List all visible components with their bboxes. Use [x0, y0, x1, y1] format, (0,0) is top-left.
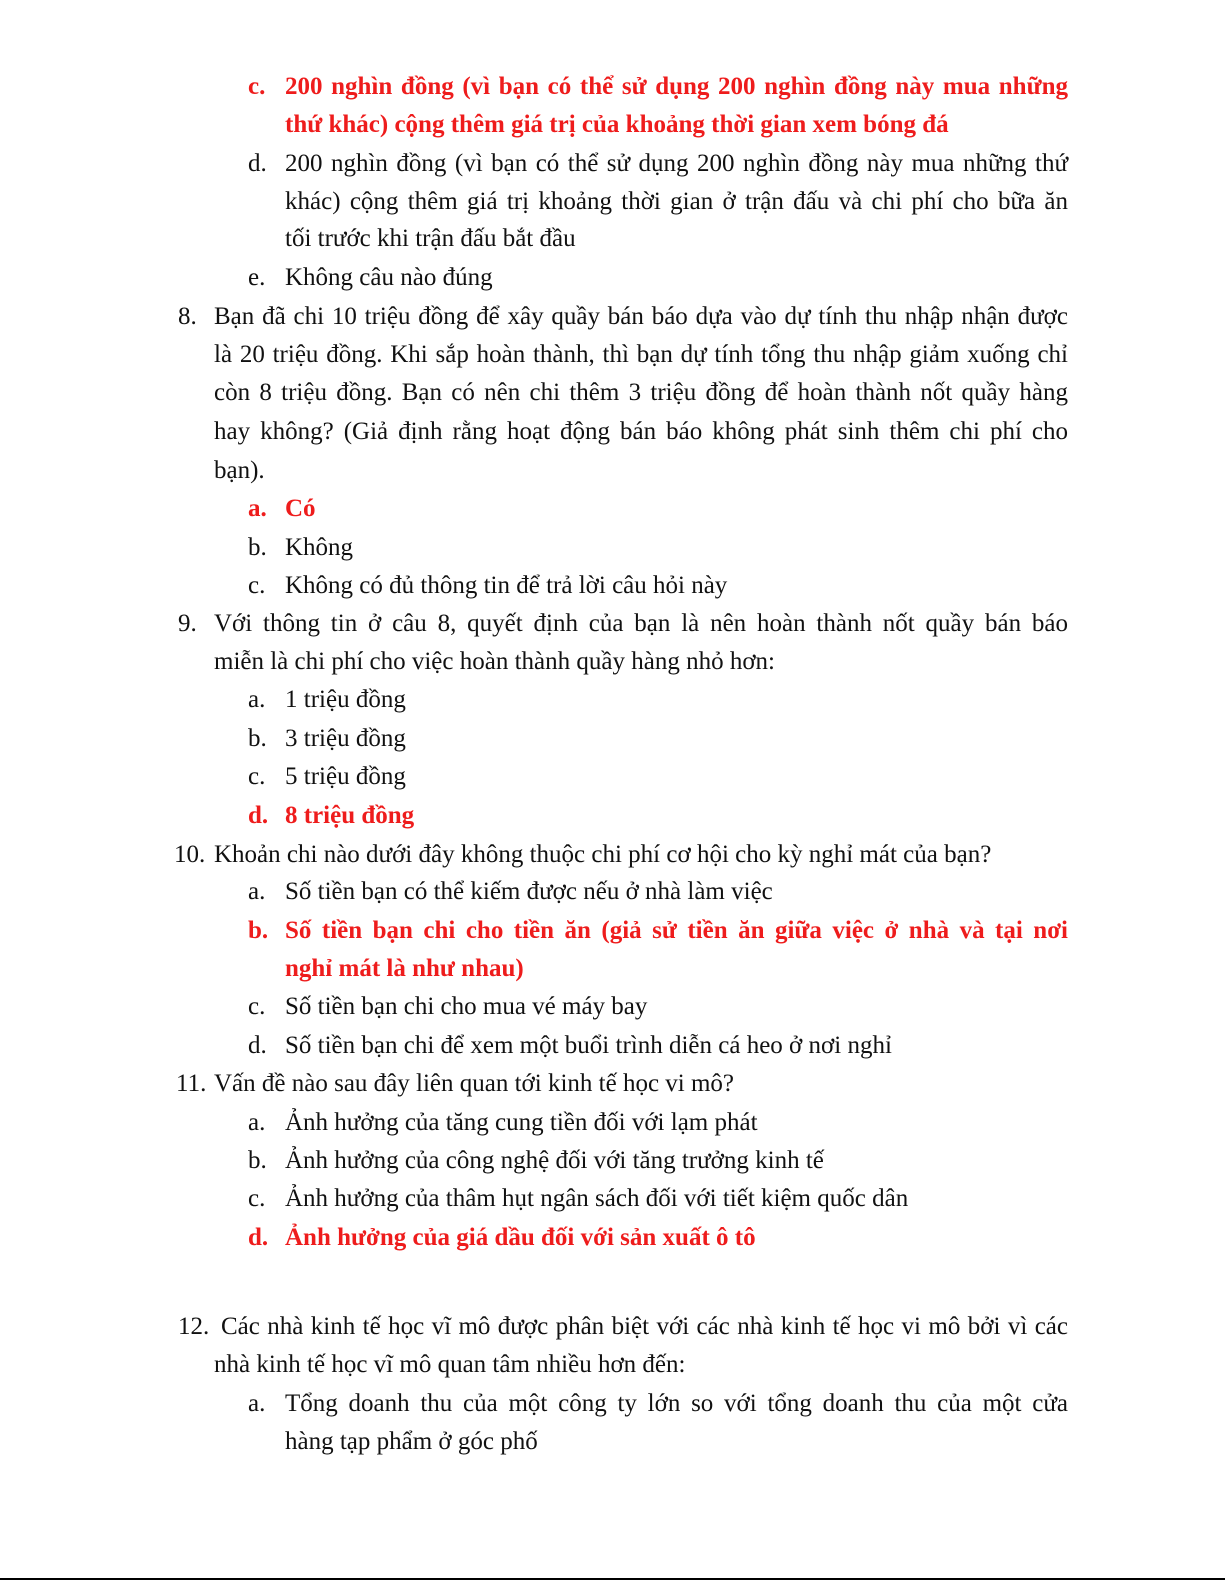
option-text: 200 nghìn đồng (vì bạn có thể sử dụng 200 nghìn đồng này mua những thứ [285, 150, 1068, 177]
question-text: Bạn đã chi 10 triệu đồng để xây quầy bán báo dựa vào dự tính thu nhập nhận được [214, 303, 1068, 330]
question-text: Các nhà kinh tế học vĩ mô được phân biệt với các nhà kinh tế học vi mô bởi vì các [221, 1313, 1068, 1340]
question-text: bạn). [214, 457, 265, 484]
question-number: 9. [178, 610, 197, 637]
option-label: a. [248, 495, 267, 522]
option-label: c. [248, 1185, 266, 1212]
option-text: 200 nghìn đồng (vì bạn có thể sử dụng 200 nghìn đồng này mua những [285, 73, 1068, 100]
question-number: 11. [176, 1070, 207, 1097]
option-text: 5 triệu đồng [285, 763, 406, 790]
option-text-continued: thứ khác) cộng thêm giá trị của khoảng thời gian xem bóng đá [285, 111, 949, 138]
option-text: Tổng doanh thu của một công ty lớn so với tổng doanh thu của một cửa [285, 1390, 1068, 1417]
option-text: Số tiền bạn chi để xem một buổi trình diễn cá heo ở nơi nghỉ [285, 1032, 892, 1059]
option-label: c. [248, 763, 266, 790]
question-text: Với thông tin ở câu 8, quyết định của bạn là nên hoàn thành nốt quầy bán báo [214, 610, 1068, 637]
question-number: 8. [178, 303, 197, 330]
option-text-continued: hàng tạp phẩm ở góc phố [285, 1428, 538, 1455]
option-label: b. [248, 917, 269, 944]
option-label: d. [248, 150, 267, 177]
question-text: hay không? (Giả định rằng hoạt động bán báo không phát sinh thêm chi phí cho [214, 418, 1068, 445]
option-label: c. [248, 73, 266, 100]
option-text: 8 triệu đồng [285, 802, 415, 829]
option-text: Không câu nào đúng [285, 264, 493, 291]
option-label: e. [248, 264, 266, 291]
option-label: d. [248, 1224, 269, 1251]
option-text: Không có đủ thông tin để trả lời câu hỏi này [285, 572, 728, 599]
question-text: miễn là chi phí cho việc hoàn thành quầy hàng nhỏ hơn: [214, 648, 775, 675]
option-text-continued: nghỉ mát là như nhau) [285, 955, 524, 982]
option-label: d. [248, 802, 269, 829]
option-text: Ảnh hưởng của thâm hụt ngân sách đối với tiết kiệm quốc dân [285, 1185, 909, 1212]
page-bottom-border [0, 1578, 1225, 1580]
option-text: Ảnh hưởng của tăng cung tiền đối với lạm phát [285, 1109, 758, 1136]
question-text: là 20 triệu đồng. Khi sắp hoàn thành, thì bạn dự tính tổng thu nhập giảm xuống chỉ [214, 341, 1068, 368]
option-text-continued: tối trước khi trận đấu bắt đầu [285, 225, 576, 252]
option-text: 3 triệu đồng [285, 725, 406, 752]
question-text: còn 8 triệu đồng. Bạn có nên chi thêm 3 triệu đồng để hoàn thành nốt quầy hàng [214, 379, 1068, 406]
option-label: a. [248, 1109, 266, 1136]
question-text: nhà kinh tế học vĩ mô quan tâm nhiều hơn đến: [214, 1351, 686, 1378]
option-text: Số tiền bạn chi cho mua vé máy bay [285, 993, 648, 1020]
option-text: 1 triệu đồng [285, 686, 406, 713]
question-number: 10. [174, 841, 206, 868]
option-label: c. [248, 572, 266, 599]
option-label: b. [248, 1147, 267, 1174]
question-number: 12. [178, 1313, 210, 1340]
option-text: Ảnh hưởng của công nghệ đối với tăng trưởng kinh tế [285, 1147, 824, 1174]
question-text: Vấn đề nào sau đây liên quan tới kinh tế học vi mô? [214, 1070, 735, 1097]
option-label: b. [248, 534, 267, 561]
option-text: Không [285, 534, 354, 561]
question-text: Khoản chi nào dưới đây không thuộc chi phí cơ hội cho kỳ nghỉ mát của bạn? [214, 841, 992, 868]
option-label: d. [248, 1032, 267, 1059]
option-label: a. [248, 878, 266, 905]
option-text: Ảnh hưởng của giá dầu đối với sản xuất ô tô [285, 1224, 756, 1251]
option-label: a. [248, 686, 266, 713]
option-text: Số tiền bạn có thể kiếm được nếu ở nhà làm việc [285, 878, 773, 905]
option-text-continued: khác) cộng thêm giá trị khoảng thời gian ở trận đấu và chi phí cho bữa ăn [285, 188, 1068, 215]
option-label: a. [248, 1390, 266, 1417]
option-text: Có [285, 495, 316, 522]
option-label: c. [248, 993, 266, 1020]
option-label: b. [248, 725, 267, 752]
option-text: Số tiền bạn chi cho tiền ăn (giả sử tiền ăn giữa việc ở nhà và tại nơi [285, 917, 1068, 944]
